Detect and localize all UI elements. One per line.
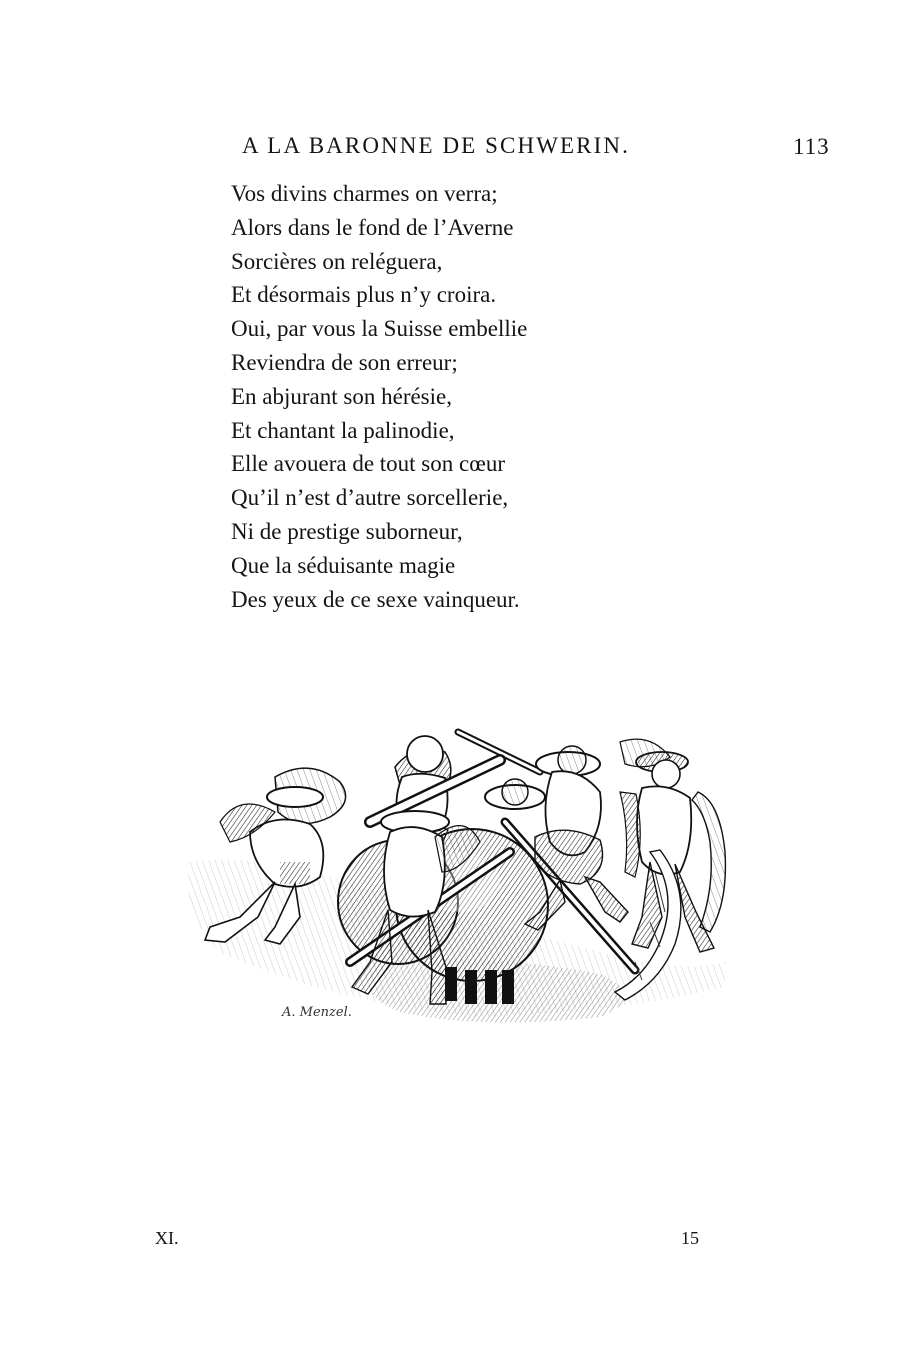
verse-line: Elle avouera de tout son cœur [231,451,505,477]
running-title: A LA BARONNE DE SCHWERIN. [242,133,630,158]
verse-line: Vos divins charmes on verra; [231,181,498,206]
verse-line: En abjurant son hérésie, [231,383,452,409]
engraved-vignette-illustration [180,712,740,1042]
verse-line: Sorcières on reléguera, [231,248,443,274]
signature-mark: XI. [155,1228,179,1248]
verse-line: Que la séduisante magie [231,552,456,578]
verse-line: Et désormais plus n’y croira. [231,282,497,308]
verse-line: Et chantant la palinodie, [231,417,455,443]
verse-line: Ni de prestige suborneur, [231,518,463,544]
verse-line: Oui, par vous la Suisse embellie [231,316,528,342]
verse-line: Qu’il n’est d’autre sorcellerie, [231,485,509,511]
illustration-signature: A. Menzel. [282,1005,352,1020]
poem-verse [231,177,527,616]
verse-line: Alors dans le fond de l’Averne [231,214,514,240]
page-number: 113 [793,134,830,159]
verse-line: Reviendra de son erreur; [231,349,458,375]
sheet-number: 15 [681,1228,699,1248]
verse-line: Des yeux de ce sexe vainqueur. [231,586,520,612]
